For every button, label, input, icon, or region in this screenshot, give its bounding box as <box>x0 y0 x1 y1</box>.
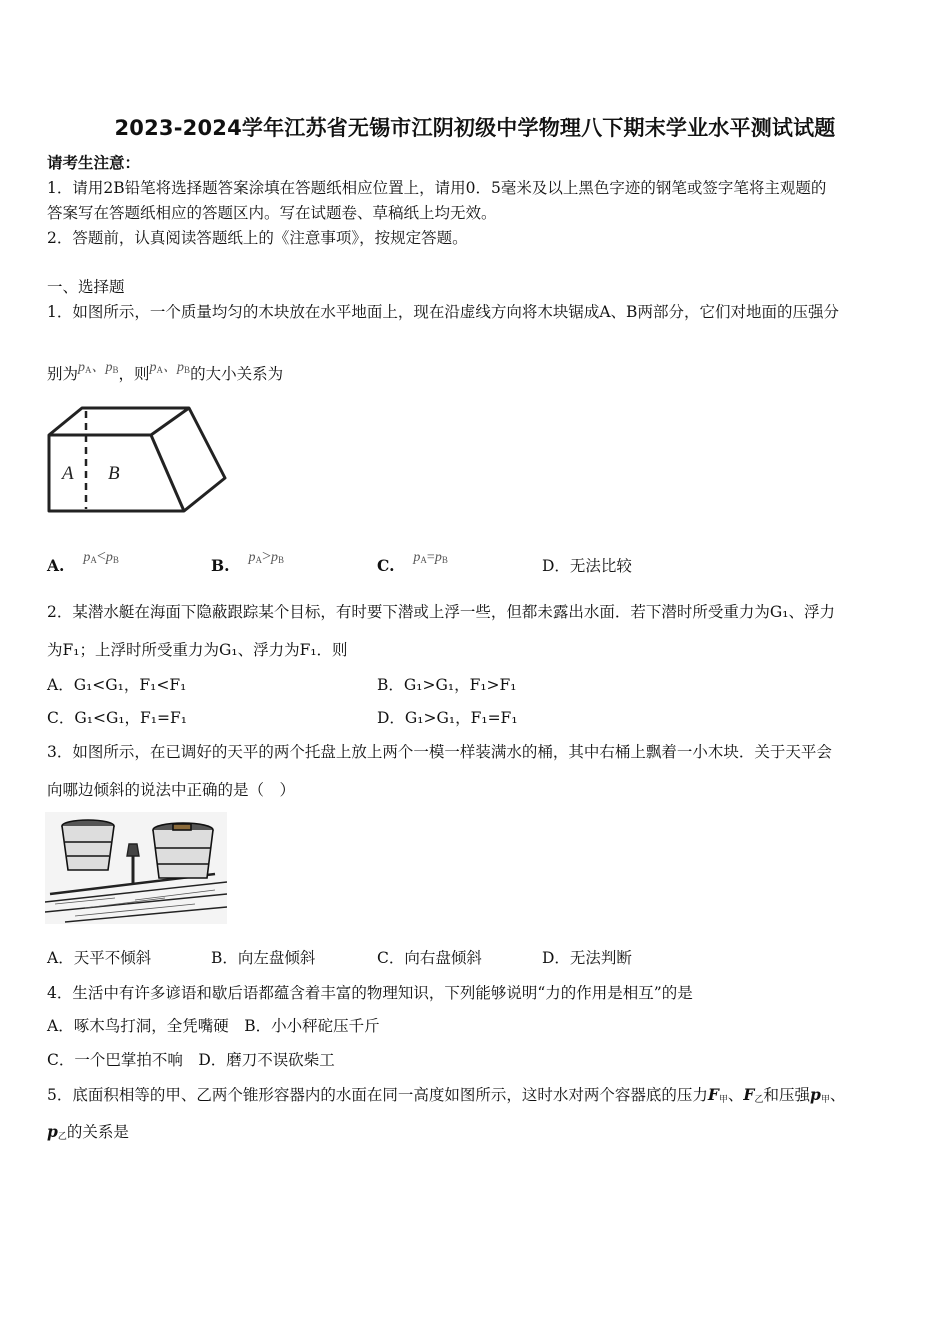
q4-options-ab[interactable]: A．啄木鸟打洞，全凭嘴硬 B．小小秤砣压千斤 <box>47 1017 380 1035</box>
q1-pa-pb-1: $p_A$、$p_B$ <box>78 360 119 375</box>
page-title: 2023-2024学年江苏省无锡市江阴初级中学物理八下期末学业水平测试试题 <box>114 116 836 140</box>
q1-stem-line-1: 1．如图所示，一个质量均匀的木块放在水平地面上，现在沿虚线方向将木块锯成A、B两部分，它们对地面的压强分 <box>47 303 839 321</box>
q3-option-b[interactable]: B．向左盘倾斜 <box>211 949 316 967</box>
floating-wood-block <box>173 824 191 830</box>
q1-option-d[interactable]: D．无法比较 <box>542 557 632 575</box>
fig-label-a: A <box>62 463 74 484</box>
q1-stem-line-2 <box>47 360 284 388</box>
q1-pa-pb-2: $p_A$、$p_B$ <box>149 360 191 375</box>
q3-option-c[interactable]: C．向右盘倾斜 <box>377 949 482 967</box>
section-heading: 一、选择题 <box>47 278 125 296</box>
balance-pointer <box>127 844 139 856</box>
q4-options-cd[interactable]: C．一个巴掌拍不响 D．磨刀不误砍柴工 <box>47 1051 335 1069</box>
q5-stem-line-1: 5．底面积相等的甲、乙两个锥形容器内的水面在同一高度如图所示，这时水对两个容器底的压力$F_甲$、$F_乙$和压强$p_甲$、 <box>47 1085 846 1105</box>
notice-heading: 请考生注意： <box>47 153 141 172</box>
q2-stem-line-1: 2．某潜水艇在海面下隐蔽跟踪某个目标，有时要下潜或上浮一些，但都未露出水面．若下潜时所受重力为G₁、浮力 <box>47 603 835 621</box>
q1-suffix: 的大小关系为 <box>190 365 284 383</box>
left-bucket-body <box>62 826 114 870</box>
q2-option-d[interactable]: D．G₁>G₁，F₁=F₁ <box>377 709 518 727</box>
block-slope-edge <box>151 435 184 511</box>
q2-option-b[interactable]: B．G₁>G₁，F₁>F₁ <box>377 676 517 694</box>
q3-stem-line-1: 3．如图所示，在已调好的天平的两个托盘上放上两个一模一样装满水的桶，其中右桶上飘着一小木块．关于天平会 <box>47 743 832 761</box>
q1-option-b[interactable]: B. $p_A>p_B$ <box>211 548 284 575</box>
q2-stem-line-2: 为F₁；上浮时所受重力为G₁、浮力为F₁．则 <box>47 641 348 659</box>
q2-option-c[interactable]: C．G₁<G₁，F₁=F₁ <box>47 709 187 727</box>
q3-option-a[interactable]: A．天平不倾斜 <box>47 949 152 967</box>
q3-option-d[interactable]: D．无法判断 <box>542 949 632 967</box>
block-outline <box>49 408 225 511</box>
block-back-edge <box>151 408 189 435</box>
notice-line-2: 答案写在答题纸相应的答题区内。写在试题卷、草稿纸上均无效。 <box>47 204 497 222</box>
notice-line-3: 2．答题前，认真阅读答题纸上的《注意事项》，按规定答题。 <box>47 229 468 247</box>
right-bucket-body <box>153 830 213 878</box>
q1-option-c[interactable]: C. $p_A=p_B$ <box>377 550 448 575</box>
q5-stem-line-2: $p_乙$的关系是 <box>47 1122 129 1142</box>
q1-prefix: 别为 <box>47 365 79 383</box>
q1-mid: ，则 <box>118 365 150 383</box>
fig-label-b: B <box>108 463 120 484</box>
q1-option-a[interactable]: A. $p_A<p_B$ <box>47 548 119 575</box>
q2-option-a[interactable]: A．G₁<G₁，F₁<F₁ <box>47 676 187 694</box>
balance-buckets-figure <box>45 812 227 924</box>
notice-line-1: 1．请用2B铅笔将选择题答案涂填在答题纸相应位置上，请用0．5毫米及以上黑色字迹的钢笔或签字笔将主观题的 <box>47 179 827 197</box>
q4-stem: 4．生活中有许多谚语和歇后语都蕴含着丰富的物理知识，下列能够说明“力的作用是相互”的是 <box>47 984 693 1002</box>
wood-block-figure <box>44 405 229 517</box>
q3-stem-line-2: 向哪边倾斜的说法中正确的是（ ） <box>47 781 296 799</box>
